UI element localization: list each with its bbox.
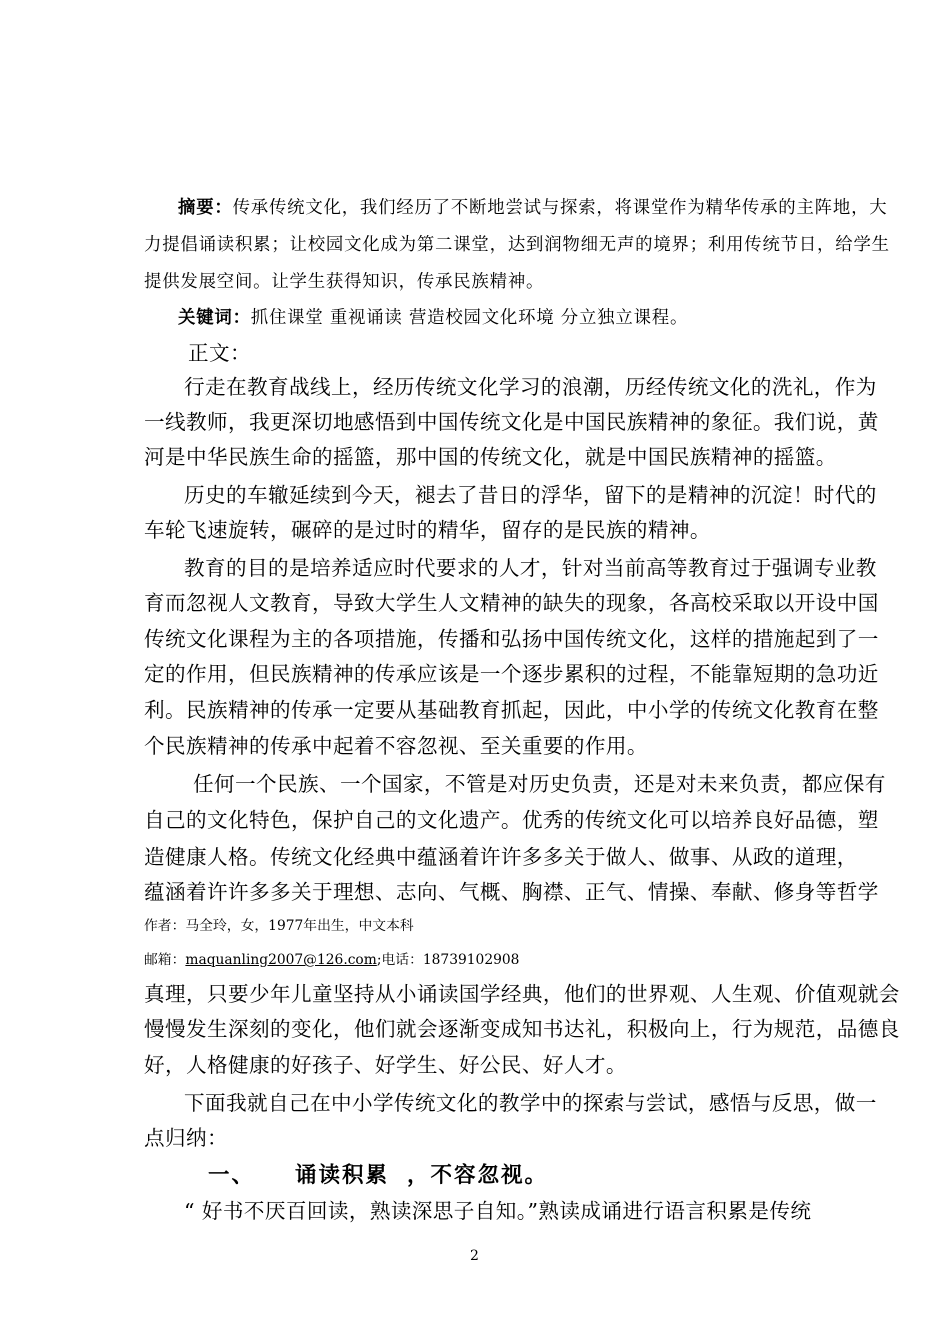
- body-line: 育而忽视人文教育，导致大学生人文精神的缺失的现象，各高校采取以开设中国: [144, 591, 879, 615]
- body-line: 利。民族精神的传承一定要从基础教育抓起，因此，中小学的传统文化教育在整: [144, 698, 879, 722]
- keywords-text: 抓住课堂 重视诵读 营造校园文化环境 分立独立课程。: [250, 308, 689, 328]
- body-line: 自己的文化特色，保护自己的文化遗产。优秀的传统文化可以培养良好品德，塑: [144, 808, 879, 832]
- footnote-author: 作者：马全玲，女，1977年出生，中文本科: [144, 918, 414, 934]
- body-line: “ 好书不厌百回读，熟读深思子自知。”熟读成诵进行语言积累是传统: [184, 1199, 812, 1223]
- body-line: 历史的车辙延续到今天，褪去了昔日的浮华，留下的是精神的沉淀！时代的: [184, 483, 877, 507]
- footnote-contact: [144, 948, 519, 968]
- heading-number: 一、: [208, 1163, 256, 1188]
- body-line: 下面我就自己在中小学传统文化的教学中的探索与尝试，感悟与反思，做一: [184, 1091, 877, 1115]
- abstract-text: 传承传统文化，我们经历了不断地尝试与探索，将课堂作为精华传承的主阵地，大: [232, 198, 888, 218]
- body-line: 定的作用，但民族精神的传承应该是一个逐步累积的过程，不能靠短期的急功近: [144, 662, 879, 686]
- heading-title: 诵读积累: [295, 1163, 390, 1188]
- body-label: 正文：: [188, 341, 251, 365]
- body-line: 车轮飞速旋转，碾碎的是过时的精华，留存的是民族的精神。: [144, 518, 711, 542]
- body-line: 任何一个民族、一个国家，不管是对历史负责，还是对未来负责，都应保有: [193, 772, 886, 796]
- body-line: 蕴涵着许许多多关于理想、志向、气概、胸襟、正气、情操、奉献、修身等哲学: [144, 880, 879, 904]
- abstract-line-3: 提供发展空间。让学生获得知识，传承民族精神。: [144, 272, 545, 292]
- body-line: 个民族精神的传承中起着不容忽视、至关重要的作用。: [144, 734, 648, 758]
- email-link[interactable]: maquanling2007@126.com: [185, 952, 377, 968]
- section-heading: [208, 1158, 548, 1189]
- body-line: 慢慢发生深刻的变化，他们就会逐渐变成知书达礼，积极向上，行为规范，品德良: [144, 1017, 900, 1041]
- keywords-line: [178, 303, 688, 328]
- body-line: 一线教师，我更深切地感悟到中国传统文化是中国民族精神的象征。我们说，黄: [144, 410, 879, 434]
- abstract-line-1: [178, 193, 887, 218]
- footnote-email-label: 邮箱：: [144, 952, 186, 968]
- body-line: 真理，只要少年儿童坚持从小诵读国学经典，他们的世界观、人生观、价值观就会: [144, 982, 900, 1006]
- heading-rest: ，不容忽视。: [407, 1163, 549, 1188]
- body-line: 河是中华民族生命的摇篮，那中国的传统文化，就是中国民族精神的摇篮。: [144, 445, 837, 469]
- keywords-label: 关键词：: [178, 308, 251, 328]
- abstract-line-2: 力提倡诵读积累；让校园文化成为第二课堂，达到润物细无声的境界；利用传统节日，给学生: [144, 235, 890, 255]
- footnote-phone: ;电话：18739102908: [376, 952, 520, 968]
- body-line: 好，人格健康的好孩子、好学生、好公民、好人才。: [144, 1053, 627, 1077]
- body-line: 点归纳：: [144, 1126, 228, 1150]
- body-line: 行走在教育战线上，经历传统文化学习的浪潮，历经传统文化的洗礼，作为: [184, 375, 877, 399]
- abstract-label: 摘要：: [178, 198, 233, 218]
- body-line: 传统文化课程为主的各项措施，传播和弘扬中国传统文化，这样的措施起到了一: [144, 627, 879, 651]
- page-number: 2: [470, 1248, 479, 1264]
- body-line: 教育的目的是培养适应时代要求的人才，针对当前高等教育过于强调专业教: [184, 556, 877, 580]
- body-line: 造健康人格。传统文化经典中蕴涵着许许多多关于做人、做事、从政的道理，: [144, 845, 858, 869]
